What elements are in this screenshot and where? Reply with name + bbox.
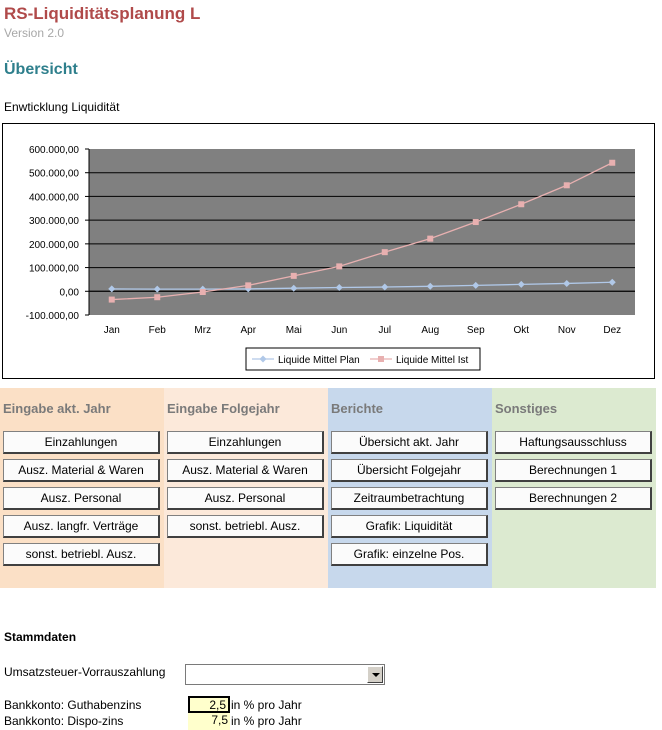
data-point — [336, 263, 342, 269]
button-einzahlungen-folge[interactable]: Einzahlungen — [167, 431, 324, 454]
y-tick-label: 600.000,00 — [28, 145, 79, 156]
data-point — [154, 294, 160, 300]
data-point — [291, 273, 297, 279]
panel-berichte — [328, 388, 492, 588]
data-point — [427, 236, 433, 242]
y-tick-label: 300.000,00 — [28, 216, 79, 228]
y-tick-label: 100.000,00 — [28, 263, 79, 275]
data-point — [200, 289, 206, 295]
x-tick-label: Aug — [421, 325, 440, 336]
data-point — [518, 201, 524, 207]
button-grafik-liquiditaet[interactable]: Grafik: Liquidität — [331, 515, 488, 538]
button-einzahlungen-akt[interactable]: Einzahlungen — [3, 431, 160, 454]
app-title: RS-Liquiditätsplanung L — [4, 4, 201, 23]
panel-title: Berichte — [331, 401, 384, 416]
x-tick-label: Jul — [378, 325, 392, 336]
panel-eingabe-folgejahr — [164, 388, 328, 588]
legend-entry: Liquide Mittel Ist — [396, 355, 469, 366]
button-zeitraumbetrachtung[interactable]: Zeitraumbetrachtung — [331, 487, 488, 510]
y-tick-label: 0,00 — [59, 287, 79, 299]
data-point — [109, 297, 115, 303]
guthabenzins-unit: in % pro Jahr — [231, 698, 302, 712]
button-berechnungen-1[interactable]: Berechnungen 1 — [495, 459, 652, 482]
legend-swatch-marker — [378, 356, 384, 362]
x-tick-label: Dez — [603, 325, 622, 336]
button-ausz-material-folge[interactable]: Ausz. Material & Waren — [167, 459, 324, 482]
data-point — [382, 249, 388, 255]
x-tick-label: Sep — [466, 325, 485, 336]
panel-eingabe-akt-jahr — [0, 388, 164, 588]
data-point — [564, 182, 570, 188]
y-tick-label: 200.000,00 — [28, 239, 79, 251]
button-uebersicht-folgejahr[interactable]: Übersicht Folgejahr — [331, 459, 488, 482]
legend-entry: Liquide Mittel Plan — [278, 355, 360, 366]
app-version: Version 2.0 — [4, 26, 65, 40]
x-tick-label: Feb — [148, 325, 166, 336]
guthabenzins-input[interactable]: 2,5 — [188, 696, 230, 713]
section-title: Übersicht — [4, 61, 78, 78]
dispozins-label: Bankkonto: Dispo-zins — [4, 714, 124, 728]
ust-select[interactable] — [185, 664, 385, 685]
y-tick-label: -100.000,00 — [25, 311, 79, 322]
data-point — [609, 160, 615, 166]
x-tick-label: Jan — [103, 325, 120, 336]
x-tick-label: Nov — [557, 325, 576, 336]
button-ausz-personal-akt[interactable]: Ausz. Personal — [3, 487, 160, 510]
chevron-down-icon[interactable] — [367, 666, 383, 683]
button-haftungsausschluss[interactable]: Haftungsausschluss — [495, 431, 652, 454]
button-ausz-personal-folge[interactable]: Ausz. Personal — [167, 487, 324, 510]
dispozins-input[interactable]: 7,5 — [188, 713, 230, 730]
data-point — [473, 219, 479, 225]
data-point — [245, 282, 251, 288]
panel-sonstiges — [492, 388, 656, 588]
x-tick-label: Okt — [513, 325, 530, 336]
x-tick-label: Jun — [331, 325, 348, 336]
button-uebersicht-akt-jahr[interactable]: Übersicht akt. Jahr — [331, 431, 488, 454]
dispozins-unit: in % pro Jahr — [231, 714, 302, 728]
x-tick-label: Mai — [285, 325, 302, 336]
panel-title: Sonstiges — [495, 401, 558, 416]
liquidity-chart — [3, 124, 654, 378]
plot-area — [89, 149, 635, 315]
button-ausz-langfr-vertraege-akt[interactable]: Ausz. langfr. Verträge — [3, 515, 160, 538]
panel-title: Eingabe Folgejahr — [167, 401, 280, 416]
stammdaten-title: Stammdaten — [4, 630, 77, 644]
button-ausz-material-akt[interactable]: Ausz. Material & Waren — [3, 459, 160, 482]
button-berechnungen-2[interactable]: Berechnungen 2 — [495, 487, 652, 510]
ust-label: Umsatzsteuer-Vorrauszahlung — [4, 665, 166, 679]
panel-title: Eingabe akt. Jahr — [3, 401, 111, 416]
chart-frame — [2, 123, 655, 379]
y-tick-label: 400.000,00 — [28, 192, 79, 204]
button-sonst-ausz-akt[interactable]: sonst. betriebl. Ausz. — [3, 543, 160, 566]
chart-heading: Enwticklung Liquidität — [4, 100, 120, 114]
button-sonst-ausz-folge[interactable]: sonst. betriebl. Ausz. — [167, 515, 324, 538]
guthabenzins-label: Bankkonto: Guthabenzins — [4, 698, 142, 712]
y-tick-label: 500.000,00 — [28, 168, 79, 180]
button-grafik-einzelne-pos[interactable]: Grafik: einzelne Pos. — [331, 543, 488, 566]
x-tick-label: Mrz — [194, 325, 212, 336]
x-tick-label: Apr — [240, 325, 257, 336]
